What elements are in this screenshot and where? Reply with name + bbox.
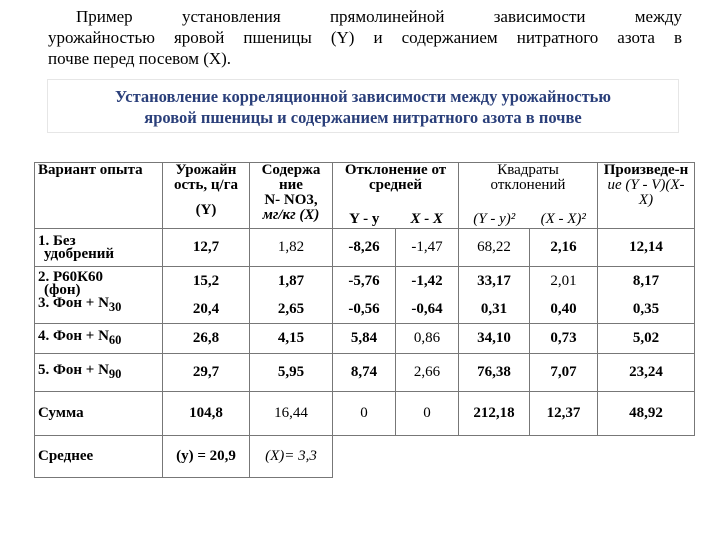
intro-line-1: Пример установления прямолинейной зависимости между: [76, 7, 682, 26]
header-product-line-1: Произведе-н: [603, 162, 689, 178]
row-label-sub: 60: [108, 333, 122, 347]
row-label-line-2: удобрений: [44, 245, 115, 262]
banner-line-1: Установление корреляционной зависимости между урожайностью: [114, 87, 612, 106]
table-row: [35, 229, 695, 267]
cell-prod: [598, 267, 695, 324]
cell-sqy: 68,22: [459, 229, 530, 267]
header-sq-y: (Y - y)²: [459, 211, 530, 229]
empty-cell: [396, 436, 459, 478]
cell-x: 4,15: [250, 324, 333, 354]
row-label: Сумма: [35, 392, 163, 436]
cell-sqx-row2: 2,01: [550, 273, 577, 289]
intro-paragraph: [48, 6, 682, 69]
cell-dy-row2: -5,76: [348, 273, 380, 289]
row-label: [35, 267, 163, 324]
cell-sqy-row2: 33,17: [477, 273, 511, 289]
correlation-table: [34, 162, 695, 478]
cell-prod-row2: 8,17: [632, 273, 660, 289]
header-content-line-3: N- NO3,: [264, 192, 318, 208]
cell-dy: [333, 267, 396, 324]
header-row-1: [35, 163, 695, 211]
header-yield-line-1: Урожайн: [175, 162, 237, 178]
row-label-line-1: 1. Без: [38, 232, 76, 249]
row-label-line-3: [38, 297, 159, 314]
cell-sqy: [459, 267, 530, 324]
row-label: Среднее: [35, 436, 163, 478]
cell-x-row3: 2,65: [277, 301, 305, 317]
row-label-line-2: (фон): [44, 282, 81, 298]
intro-line-3: почве перед посевом (X).: [48, 49, 232, 68]
cell-x: [250, 267, 333, 324]
cell-sqy: 76,38: [459, 354, 530, 392]
cell-prod: 5,02: [598, 324, 695, 354]
cell-dy: 5,84: [333, 324, 396, 354]
cell-prod: 48,92: [598, 392, 695, 436]
cell-x: 16,44: [250, 392, 333, 436]
row-label-line-1: 2. Р60К60: [38, 269, 104, 285]
header-yield: [163, 163, 250, 229]
cell-y: 12,7: [163, 229, 250, 267]
cell-prod: 23,24: [598, 354, 695, 392]
header-dev-y: Y - y: [333, 211, 396, 229]
cell-y-row2: 15,2: [192, 273, 220, 289]
header-content-line-1: Содержа: [261, 162, 321, 178]
header-yield-line-2: ость, ц/га: [173, 177, 239, 193]
cell-sqy: 212,18: [459, 392, 530, 436]
row-label: [35, 354, 163, 392]
header-variant: [35, 163, 163, 229]
cell-x-row2: 1,87: [277, 273, 305, 289]
banner-line-2: яровой пшеницы и содержанием нитратного азота в почве: [144, 108, 582, 127]
row-label: [35, 229, 163, 267]
header-dev-x: X - X: [396, 211, 459, 229]
cell-sqx-row3: 0,40: [550, 301, 577, 317]
empty-cell: [459, 436, 530, 478]
cell-dx: 0,86: [396, 324, 459, 354]
cell-dx-row3: -0,64: [411, 301, 443, 317]
banner-title: [48, 86, 678, 128]
cell-y: (у) = 20,9: [163, 436, 250, 478]
cell-x: (X)= 3,3: [250, 436, 333, 478]
cell-dy-row3: -0,56: [348, 301, 380, 317]
header-squares-line-2: отклонений: [490, 177, 566, 193]
row-label-sub: 90: [108, 367, 122, 381]
cell-dx: [396, 267, 459, 324]
header-squares-line-1: Квадраты: [497, 162, 559, 178]
intro-line-2: урожайностью яровой пшеницы (Y) и содержанием нитратного азота в: [48, 28, 682, 47]
header-content-line-4: мг/кг (X): [262, 207, 320, 223]
cell-dy: 0: [333, 392, 396, 436]
header-content-line-2: ние: [279, 177, 303, 193]
cell-y: [163, 267, 250, 324]
row3-label: 3. Фон + N: [38, 295, 109, 311]
cell-dy: -8,26: [333, 229, 396, 267]
row3-label-sub: 30: [108, 300, 122, 314]
cell-prod-row3: 0,35: [632, 301, 660, 317]
header-deviation-line-2: средней: [369, 177, 422, 193]
cell-dx: 0: [396, 392, 459, 436]
cell-sqx: 0,73: [530, 324, 598, 354]
cell-sqx: 2,16: [530, 229, 598, 267]
cell-x: 1,82: [250, 229, 333, 267]
cell-sqy-row3: 0,31: [480, 301, 508, 317]
header-content: [250, 163, 333, 229]
header-product-line-2: ие (Y - V)(X-: [607, 177, 685, 193]
row-label-text: 4. Фон + N: [38, 328, 109, 344]
cell-sqx: 12,37: [530, 392, 598, 436]
header-yield-line-3: (Y): [195, 202, 217, 218]
header-deviation-line-1: Отклонение от: [344, 162, 447, 178]
table-row: [35, 267, 695, 324]
table-row: [35, 392, 695, 436]
cell-y-row3: 20,4: [192, 301, 220, 317]
cell-dx-row2: -1,42: [411, 273, 443, 289]
empty-cell: [530, 436, 598, 478]
cell-sqx: [530, 267, 598, 324]
table-row: [35, 436, 695, 478]
cell-prod: 12,14: [598, 229, 695, 267]
header-variant-label: Вариант опыта: [38, 162, 143, 178]
header-deviation: [333, 163, 459, 211]
header-product-line-3: X): [638, 192, 654, 208]
cell-dy: 8,74: [333, 354, 396, 392]
empty-cell: [333, 436, 396, 478]
header-squares: [459, 163, 598, 211]
header-sq-x: (X - X)²: [530, 211, 598, 229]
cell-sqy: 34,10: [459, 324, 530, 354]
row-label-text: 5. Фон + N: [38, 362, 109, 378]
table-row: [35, 324, 695, 354]
cell-sqx: 7,07: [530, 354, 598, 392]
cell-y: 26,8: [163, 324, 250, 354]
cell-x: 5,95: [250, 354, 333, 392]
title-banner: [48, 80, 678, 132]
empty-cell: [598, 436, 695, 478]
cell-dx: 2,66: [396, 354, 459, 392]
table-row: [35, 354, 695, 392]
header-product: [598, 163, 695, 229]
cell-y: 104,8: [163, 392, 250, 436]
row-label: [35, 324, 163, 354]
cell-y: 29,7: [163, 354, 250, 392]
cell-dx: -1,47: [396, 229, 459, 267]
